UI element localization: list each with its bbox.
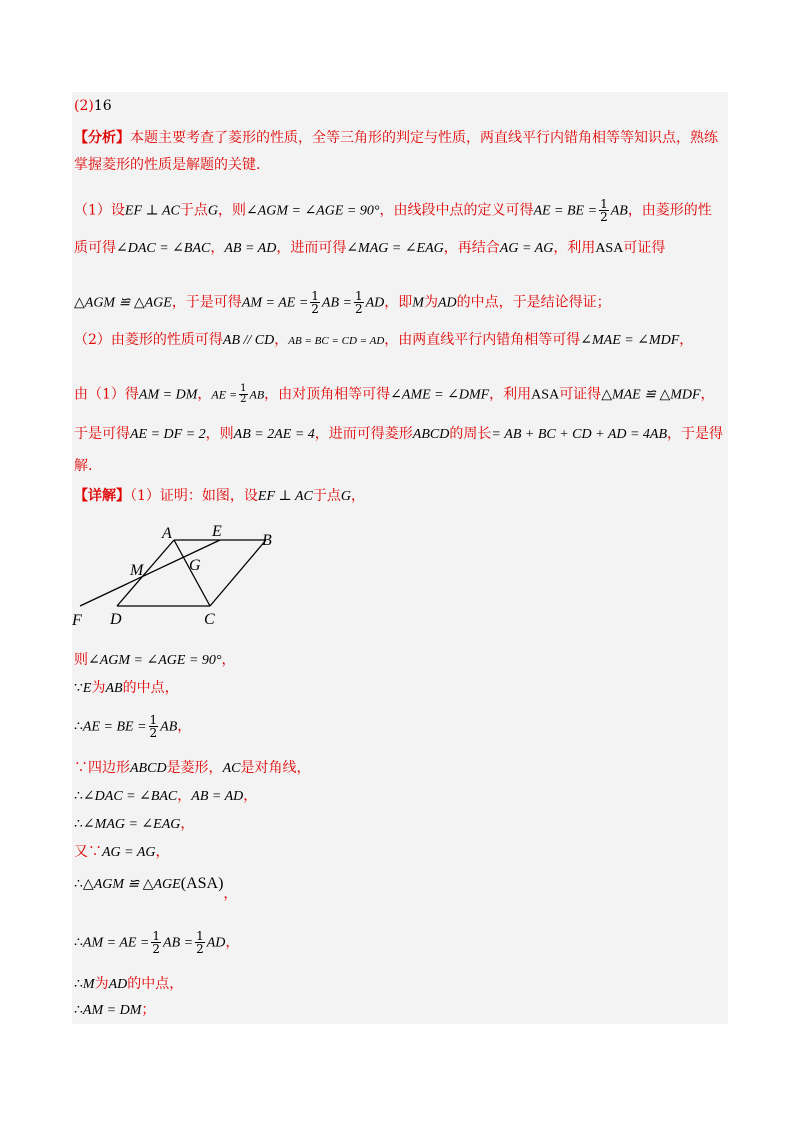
num: 1 [600, 197, 608, 211]
math: AE = BE = [82, 719, 147, 735]
text: ， [210, 240, 225, 256]
label-f: F [72, 612, 82, 629]
analysis-line-8 [74, 424, 723, 445]
math: AC [222, 761, 241, 776]
math: AG = AG [102, 845, 156, 860]
text: ，由菱形的性 [627, 202, 712, 219]
math: ∠AGM = ∠AGE = 90° [245, 203, 380, 219]
segment-da [117, 540, 174, 606]
text: ∴ [74, 1002, 83, 1018]
text: ， [350, 488, 365, 504]
solution-line-10 [74, 974, 183, 995]
text: 为 [91, 680, 106, 696]
math: AB [249, 387, 265, 402]
label-e: E [212, 523, 222, 540]
math: AE = [211, 387, 238, 402]
text: 可证得 [623, 240, 666, 256]
den: 2 [311, 302, 319, 316]
heading-label: (2) [74, 98, 94, 114]
math: ASA [595, 241, 624, 256]
solution-line-6 [74, 814, 194, 835]
den: 2 [354, 302, 363, 316]
math: = AB + BC + CD + AD = 4AB [491, 427, 668, 442]
math: ∠DAC = ∠BAC [82, 789, 178, 804]
text: ，即 [384, 294, 413, 311]
num: 1 [311, 289, 319, 303]
text: ， [177, 718, 192, 735]
text: 的中点， [122, 680, 179, 696]
math: △AGM ≌ △AGE [74, 295, 172, 311]
analysis-line-9: 解. [74, 458, 93, 474]
text: ，由两直线平行内错角相等可得 [384, 332, 581, 348]
text: 为 [94, 976, 109, 992]
text: ， [274, 332, 289, 348]
text: ∴ [74, 876, 83, 892]
num: 1 [196, 929, 204, 943]
math: AE = DF = 2 [130, 427, 206, 442]
text: （1）证明：如图，设 [130, 488, 258, 504]
num: 1 [240, 383, 247, 394]
math: AD [206, 935, 226, 951]
math: AD [437, 295, 457, 311]
fraction [354, 290, 364, 315]
math: AB = AD [191, 789, 244, 804]
text: ，则 [217, 202, 246, 219]
label-g: G [189, 557, 201, 574]
analysis-tag: 【分析】 [74, 130, 130, 146]
math: AD [108, 977, 128, 992]
math: G [340, 489, 351, 504]
text: 的中点，于是结论得证； [456, 294, 611, 311]
text: 是对角线， [240, 760, 311, 776]
label-m: M [130, 562, 144, 579]
math: EF ⊥ AC [124, 203, 180, 219]
math: ∠AGM = ∠AGE = 90° [88, 653, 222, 668]
text: ，于是可得 [171, 294, 242, 311]
text: ，进而可得菱形 [314, 426, 413, 442]
math: AM = AE = [241, 295, 309, 311]
math: △AGM ≌ △AGE [82, 877, 181, 892]
den: 2 [149, 726, 158, 740]
text: ∴ [74, 976, 83, 992]
math: AB [610, 203, 628, 219]
fraction [239, 384, 247, 405]
text: ∵ [74, 680, 83, 696]
analysis-text: 本题主要考查了菱形的性质，全等三角形的判定与性质，两直线平行内错角相等等知识点，熟练 [130, 130, 718, 146]
math: ABCD [412, 427, 450, 442]
text: 的中点， [127, 976, 184, 992]
text: ，由线段中点的定义可得 [379, 202, 534, 219]
math: ∠MAE = ∠MDF [580, 333, 680, 348]
text: 是菱形， [166, 760, 223, 776]
fraction [195, 930, 205, 955]
math: M [82, 977, 95, 992]
solution-line-7 [74, 842, 170, 863]
math: AB = 2AE = 4 [233, 427, 315, 442]
text: ， [221, 652, 236, 668]
text: ∴ [74, 934, 83, 951]
solution-line-3 [74, 714, 191, 739]
math: AG = AG [499, 241, 554, 256]
answer-heading [74, 96, 112, 116]
text: 则 [74, 652, 88, 668]
text: ，再结合 [443, 240, 500, 256]
math: M [412, 295, 424, 311]
text: （1）设 [74, 202, 125, 219]
text: ，于是得 [667, 426, 724, 442]
text: ， [243, 788, 258, 804]
text: ， [225, 934, 240, 951]
text: ，利用 [553, 240, 596, 256]
math: ∠MAG = ∠EAG [82, 817, 181, 832]
text: 为 [423, 294, 438, 311]
den: 2 [240, 394, 247, 405]
text: ∴ [74, 718, 83, 735]
text: ，由对顶角相等可得 [264, 386, 391, 403]
solution-line-0 [74, 486, 365, 507]
num: 1 [354, 289, 363, 303]
math: AM = DM [82, 1003, 142, 1018]
solution-line-8 [74, 874, 238, 902]
text: （2）由菱形的性质可得 [74, 332, 223, 348]
text: 于点 [179, 202, 208, 219]
math: ∠AME = ∠DMF [390, 387, 490, 403]
math: AM = AE = [82, 935, 150, 951]
math: AB = [163, 935, 194, 951]
analysis-line-6 [74, 330, 693, 351]
text: ， [177, 788, 192, 804]
fraction [149, 714, 159, 739]
text: 又∵ [74, 844, 102, 860]
math: ∠MAG = ∠EAG [346, 241, 444, 256]
label-b: B [262, 532, 272, 549]
text: ，利用 [489, 386, 532, 403]
num: 1 [149, 713, 158, 727]
analysis-line-1 [74, 128, 718, 148]
solution-line-11 [74, 1000, 155, 1021]
text: ，进而可得 [276, 240, 347, 256]
num: 1 [152, 929, 161, 943]
segment-bc [210, 540, 266, 606]
analysis-line-5 [74, 290, 611, 315]
math: (ASA) [180, 875, 224, 892]
text: 可证得 [559, 386, 602, 403]
math: AE = BE = [533, 203, 598, 219]
heading-value: 16 [93, 98, 112, 114]
den: 2 [152, 942, 161, 956]
text: ， [155, 844, 170, 860]
math: EF ⊥ AC [257, 489, 313, 504]
text: ， [679, 332, 694, 348]
text: ∵四边形 [74, 760, 130, 776]
label-c: C [204, 611, 215, 628]
math: E [82, 681, 92, 696]
text: ， [180, 816, 195, 832]
text: 由（1）得 [74, 386, 139, 403]
den: 2 [600, 210, 608, 224]
math: AB [160, 719, 178, 735]
math: AM = DM [138, 387, 198, 403]
den: 2 [196, 942, 204, 956]
text: 于点 [312, 488, 341, 504]
math: AB // CD [222, 333, 275, 348]
text: 质可得 [74, 240, 116, 256]
fraction [310, 290, 320, 315]
math: ASA [531, 387, 560, 403]
text: ， [197, 386, 212, 403]
math: AB = [321, 295, 352, 311]
solution-line-4 [74, 758, 310, 779]
text: ∴ [74, 788, 83, 804]
text: ∴ [74, 816, 83, 832]
label-a: A [162, 525, 172, 542]
solution-line-2 [74, 678, 179, 699]
analysis-line-3 [74, 198, 712, 223]
text: ； [141, 1002, 156, 1018]
math: ABCD [130, 761, 167, 776]
math: AB = BC = CD = AD [288, 335, 385, 347]
solution-line-1 [74, 650, 236, 671]
solution-line-9 [74, 930, 239, 955]
text: ， [700, 386, 715, 403]
text: ， [223, 886, 238, 902]
math: AB = AD [224, 241, 277, 256]
rhombus-figure [70, 520, 310, 640]
fraction [151, 930, 161, 955]
math: △MAE ≌ △MDF [601, 387, 701, 403]
math: ∠DAC = ∠BAC [116, 241, 211, 256]
math: G [207, 203, 218, 219]
label-d: D [110, 611, 122, 628]
text: ，则 [205, 426, 234, 442]
math: AB [105, 681, 123, 696]
fraction [599, 198, 609, 223]
analysis-line-4 [74, 238, 665, 259]
solution-tag: 【详解】 [74, 488, 130, 504]
solution-line-5 [74, 786, 257, 807]
text: 的周长 [449, 426, 492, 442]
analysis-line-2: 掌握菱形的性质是解题的关键. [74, 157, 261, 173]
analysis-line-7 [74, 384, 715, 406]
text: 于是可得 [74, 426, 130, 442]
math: AD [365, 295, 385, 311]
